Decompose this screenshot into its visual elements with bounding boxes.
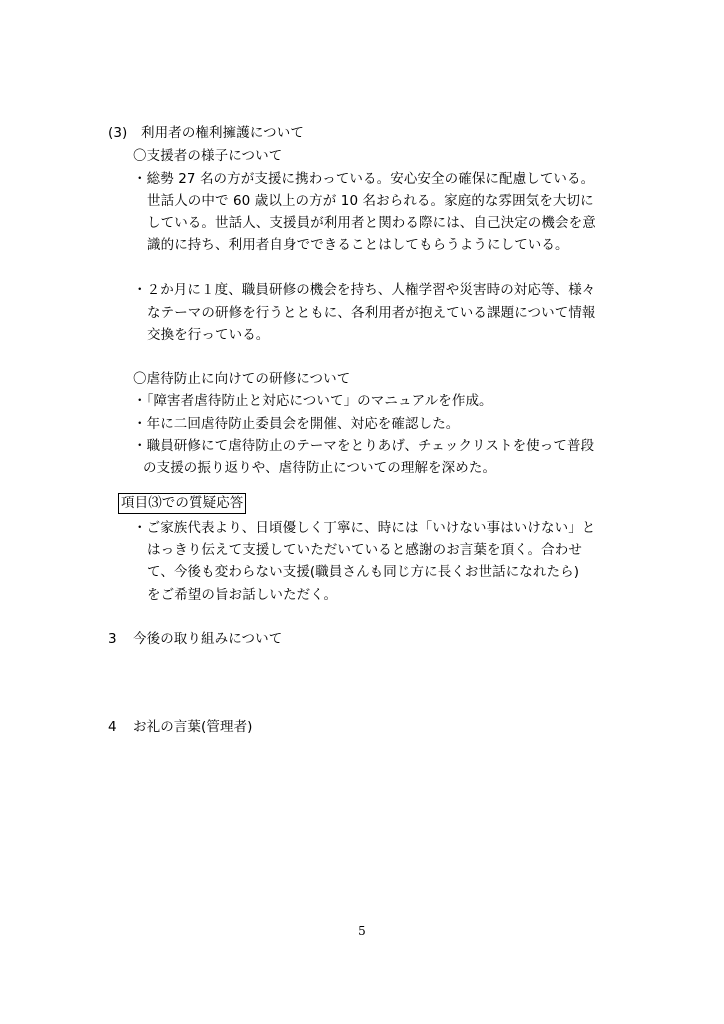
paragraph-line: はっきり伝えて支援していただいていると感謝のお言葉を頂く。合わせ [147,542,582,558]
page-number: 5 [358,924,366,938]
paragraph-line: ・２か月に１度、職員研修の機会を持ち、人権学習や災害時の対応等、様々 [133,282,596,298]
paragraph-line: ・総勢 27 名の方が支援に携わっている。安心安全の確保に配慮している。 [133,171,595,187]
list-item: ・職員研修にて虐待防止のテーマをとりあげ、チェックリストを使って普段 [133,438,595,454]
section-title: お礼の言葉(管理者) [133,719,253,735]
list-item: の支援の振り返りや、虐待防止についての理解を深めた。 [143,460,497,476]
qa-label-box: 項目⑶での質疑応答 [118,493,246,514]
subsection-heading-abuse: 〇虐待防止に向けての研修について [133,371,351,387]
paragraph-line: なテーマの研修を行うとともに、各利用者が抱えている課題について情報 [147,305,596,321]
section-number: 4 [108,719,117,735]
subsection-heading-support: 〇支援者の様子について [133,148,283,164]
paragraph-line: 識的に持ち、利用者自身でできることはしてもらうようにしている。 [147,237,569,253]
section-number: 3 [108,631,117,647]
paragraph-line: している。世話人、支援員が利用者と関わる際には、自己決定の機会を意 [147,215,596,231]
paragraph-line: 交換を行っている。 [147,327,270,343]
section-title: 今後の取り組みについて [133,631,283,647]
paragraph-line: をご希望の旨お話しいただく。 [147,587,338,603]
list-item: ・「障害者虐待防止と対応について」のマニュアルを作成。 [133,393,493,409]
section-heading: (3) 利用者の権利擁護について [108,125,304,141]
paragraph-line: ・ご家族代表より、日頃優しく丁寧に、時には「いけない事はいけない」と [133,520,596,536]
paragraph-line: 世話人の中で 60 歳以上の方が 10 名おられる。家庭的な雰囲気を大切に [147,193,594,209]
list-item: ・年に二回虐待防止委員会を開催、対応を確認した。 [133,416,460,432]
paragraph-line: て、今後も変わらない支援(職員さんも同じ方に長くお世話になれたら) [147,564,580,580]
